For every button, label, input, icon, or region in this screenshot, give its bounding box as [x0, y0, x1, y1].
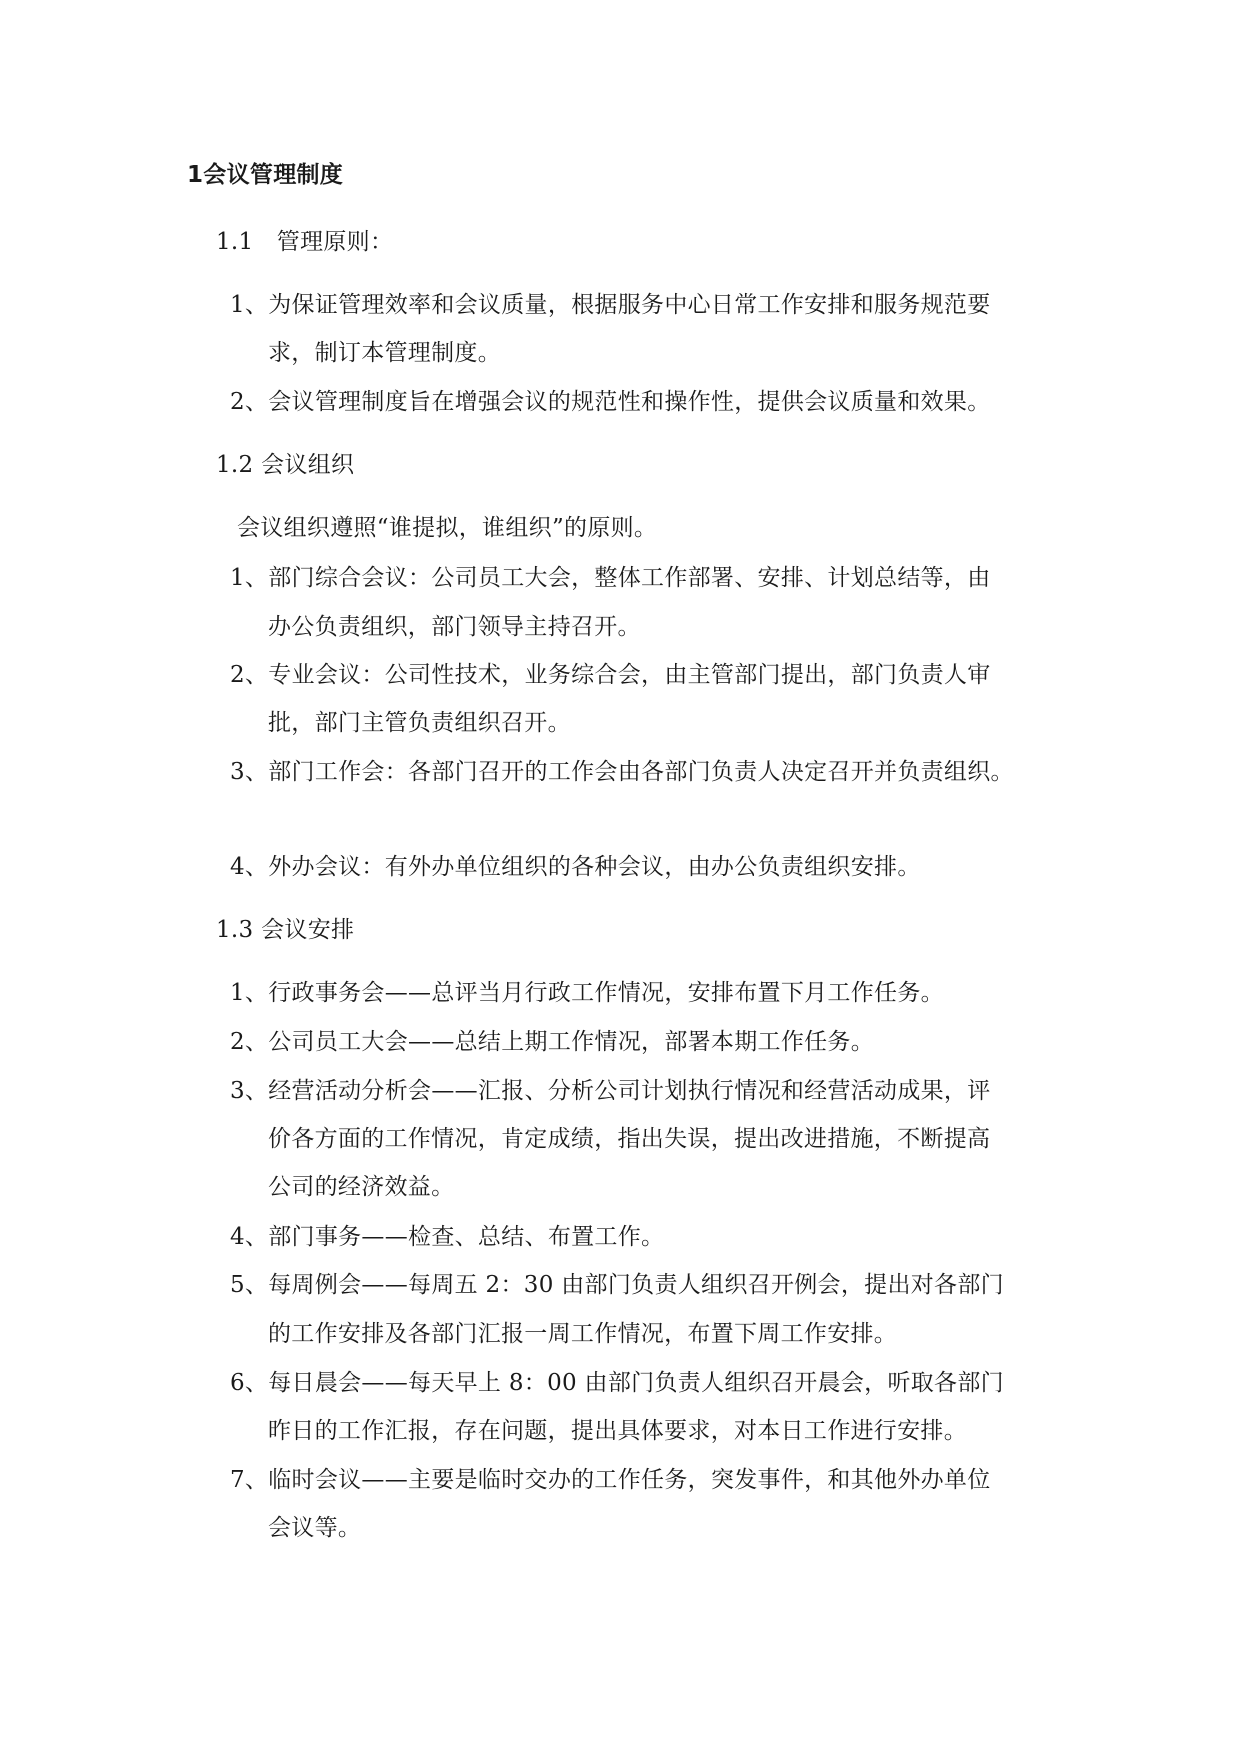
- section-heading-1-3: 1.3 会议安排: [216, 917, 355, 943]
- paragraph-line: 5、每周例会——每周五 2：30 由部门负责人组织召开例会，提出对各部门: [230, 1272, 1004, 1298]
- paragraph-line: 求，制订本管理制度。: [268, 340, 501, 366]
- paragraph-line: 的工作安排及各部门汇报一周工作情况，布置下周工作安排。: [268, 1321, 898, 1347]
- section-heading-1-1: 1.1 管理原则：: [216, 229, 394, 255]
- section-intro: 会议组织遵照“谁提拟，谁组织”的原则。: [237, 515, 658, 541]
- paragraph-line: 1、行政事务会——总评当月行政工作情况，安排布置下月工作任务。: [230, 980, 944, 1006]
- document-title: 1会议管理制度: [187, 162, 344, 188]
- paragraph-line: 批，部门主管负责组织召开。: [268, 710, 571, 736]
- paragraph-line: 1、为保证管理效率和会议质量，根据服务中心日常工作安排和服务规范要: [230, 292, 991, 318]
- paragraph-line: 昨日的工作汇报，存在问题，提出具体要求，对本日工作进行安排。: [268, 1418, 967, 1444]
- paragraph-line: 3、部门工作会：各部门召开的工作会由各部门负责人决定召开并负责组织。: [230, 759, 1014, 785]
- paragraph-line: 4、外办会议：有外办单位组织的各种会议，由办公负责组织安排。: [230, 854, 921, 880]
- paragraph-line: 1、部门综合会议：公司员工大会，整体工作部署、安排、计划总结等，由: [230, 565, 991, 591]
- paragraph-line: 办公负责组织，部门领导主持召开。: [268, 614, 641, 640]
- paragraph-line: 3、经营活动分析会——汇报、分析公司计划执行情况和经营活动成果，评: [230, 1078, 991, 1104]
- section-heading-1-2: 1.2 会议组织: [216, 452, 355, 478]
- paragraph-line: 6、每日晨会——每天早上 8：00 由部门负责人组织召开晨会，听取各部门: [230, 1370, 1004, 1396]
- paragraph-line: 2、会议管理制度旨在增强会议的规范性和操作性，提供会议质量和效果。: [230, 389, 991, 415]
- paragraph-line: 会议等。: [268, 1515, 362, 1541]
- paragraph-line: 2、专业会议：公司性技术，业务综合会，由主管部门提出，部门负责人审: [230, 662, 991, 688]
- paragraph-line: 4、部门事务——检查、总结、布置工作。: [230, 1224, 665, 1250]
- paragraph-line: 公司的经济效益。: [268, 1174, 455, 1200]
- paragraph-line: 2、公司员工大会——总结上期工作情况，部署本期工作任务。: [230, 1029, 875, 1055]
- paragraph-line: 价各方面的工作情况，肯定成绩，指出失误，提出改进措施，不断提高: [268, 1126, 991, 1152]
- paragraph-line: 7、临时会议——主要是临时交办的工作任务，突发事件，和其他外办单位: [230, 1467, 991, 1493]
